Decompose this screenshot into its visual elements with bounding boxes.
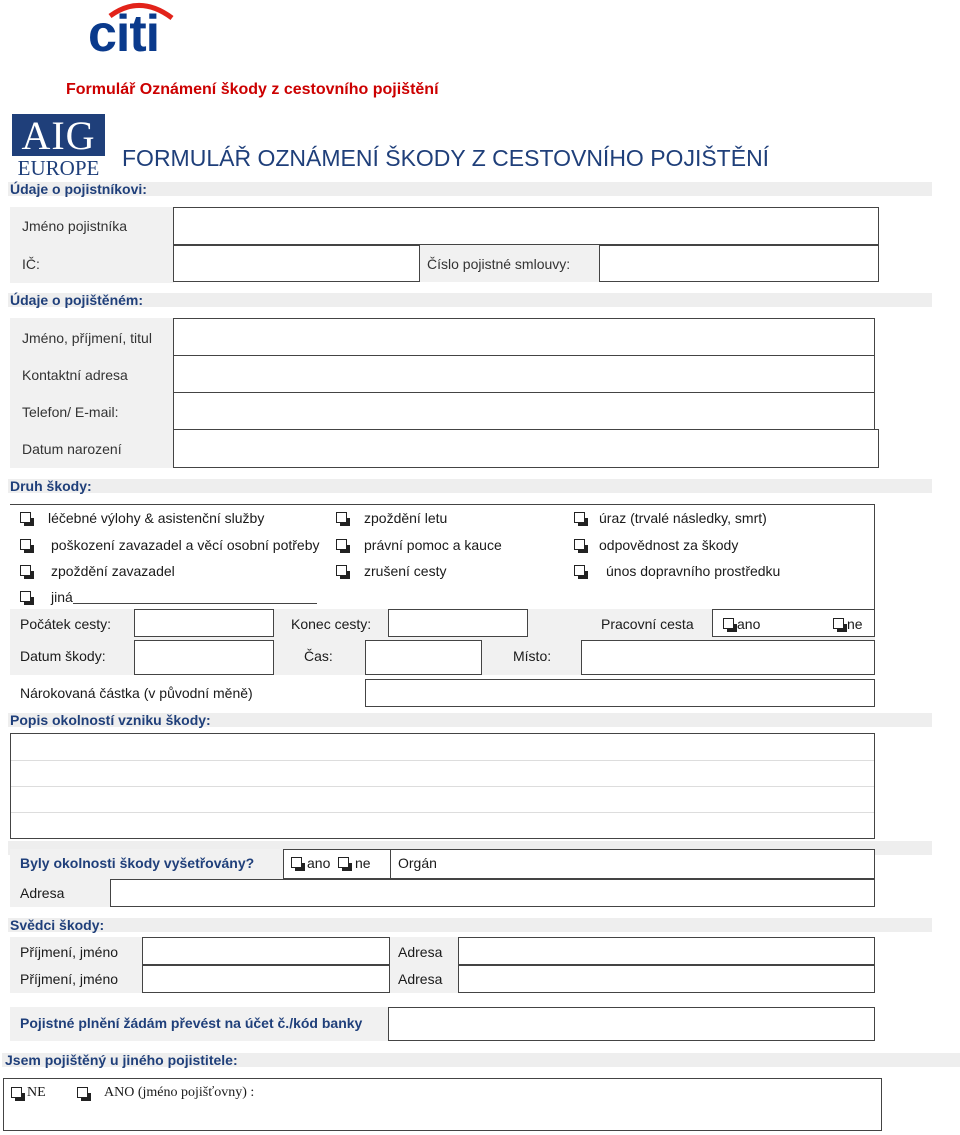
checkbox-investigated-no[interactable]	[338, 857, 349, 868]
claimed-amount-label: Nárokovaná částka (v původní měně)	[20, 685, 253, 701]
address-label: Kontaktní adresa	[22, 367, 128, 383]
checkbox-baggage-damage[interactable]	[20, 539, 31, 550]
option-baggage-delay: zpoždění zavazadel	[51, 563, 175, 579]
witness1-name-field[interactable]	[142, 937, 390, 965]
birth-date-label: Datum narození	[22, 441, 122, 457]
witness1-address-label: Adresa	[398, 944, 443, 960]
damage-date-label: Datum škody:	[20, 648, 106, 664]
place-label: Místo:	[513, 648, 552, 664]
other-insurer-heading: Jsem pojištěný u jiného pojistitele:	[5, 1052, 238, 1068]
authority-address-field[interactable]	[110, 879, 875, 907]
description-line	[11, 812, 874, 813]
time-field[interactable]	[365, 640, 482, 675]
business-trip-label: Pracovní cesta	[601, 616, 694, 632]
policyholder-heading: Údaje o pojistníkovi:	[10, 181, 147, 197]
witness2-name-label: Příjmení, jméno	[20, 971, 119, 987]
investigated-yes-label: ano	[307, 855, 331, 871]
ic-label: IČ:	[22, 256, 40, 272]
checkbox-baggage-delay[interactable]	[20, 565, 31, 576]
investigated-no-label: ne	[355, 855, 371, 871]
time-label: Čas:	[304, 648, 333, 664]
checkbox-medical[interactable]	[20, 512, 31, 523]
option-flight-delay: zpoždění letu	[364, 510, 448, 526]
policyholder-name-field[interactable]	[173, 207, 879, 245]
payment-label: Pojistné plnění žádám převést na účet č./kód banky	[20, 1015, 363, 1031]
citi-logo	[88, 0, 178, 63]
authority-label: Orgán	[398, 855, 437, 871]
trip-end-field[interactable]	[388, 609, 528, 637]
checkbox-flight-delay[interactable]	[336, 512, 347, 523]
checkbox-other-insurer-no[interactable]	[11, 1087, 22, 1098]
checkbox-hijack[interactable]	[574, 565, 585, 576]
trip-start-label: Počátek cesty:	[20, 616, 112, 632]
trip-start-field[interactable]	[134, 609, 274, 637]
policyholder-name-label: Jméno pojistníka	[22, 218, 128, 234]
form-subtitle: Formulář Oznámení škody z cestovního pojištění	[66, 81, 439, 98]
description-line	[11, 786, 874, 787]
witness2-name-field[interactable]	[142, 965, 390, 993]
policy-number-label: Číslo pojistné smlouvy:	[427, 256, 571, 272]
checkbox-business-no[interactable]	[833, 618, 844, 629]
claimed-amount-field[interactable]	[365, 679, 875, 707]
address-field[interactable]	[173, 355, 875, 393]
main-title: FORMULÁŘ OZNÁMENÍ ŠKODY Z CESTOVNÍHO POJIŠTĚNÍ	[122, 145, 770, 171]
checkbox-business-yes[interactable]	[723, 618, 734, 629]
citi-wordmark: citi	[88, 5, 160, 63]
business-no-label: ne	[847, 616, 863, 632]
policy-number-field[interactable]	[599, 245, 879, 282]
authority-address-label: Adresa	[20, 885, 65, 901]
checkbox-legal[interactable]	[336, 539, 347, 550]
phone-email-label: Telefon/ E-mail:	[22, 404, 119, 420]
description-heading: Popis okolností vzniku škody:	[10, 712, 211, 728]
aig-wordmark: AIG	[12, 114, 105, 156]
option-liability: odpovědnost za škody	[599, 537, 739, 553]
section-bar	[8, 918, 932, 932]
other-insurer-yes-label: ANO (jméno pojišťovny) :	[104, 1085, 255, 1100]
section-bar	[8, 293, 932, 307]
checkbox-liability[interactable]	[574, 539, 585, 550]
witness1-name-label: Příjmení, jméno	[20, 944, 119, 960]
checkbox-other[interactable]	[20, 591, 31, 602]
description-line	[11, 760, 874, 761]
phone-email-field[interactable]	[173, 392, 875, 430]
bank-account-field[interactable]	[388, 1007, 875, 1041]
insured-name-field[interactable]	[173, 318, 875, 356]
other-underline[interactable]	[73, 603, 317, 604]
authority-field[interactable]	[390, 849, 875, 879]
damage-type-heading: Druh škody:	[10, 478, 92, 494]
insured-heading: Údaje o pojištěném:	[10, 292, 144, 308]
ic-field[interactable]	[173, 245, 420, 282]
witness2-address-label: Adresa	[398, 971, 443, 987]
business-yes-label: ano	[737, 616, 761, 632]
trip-end-label: Konec cesty:	[291, 616, 372, 632]
option-medical: léčebné výlohy & asistenční služby	[48, 510, 265, 526]
witnesses-heading: Svědci škody:	[10, 917, 105, 933]
aig-europe-logo	[12, 114, 105, 180]
section-bar	[8, 479, 932, 493]
option-trip-cancel: zrušení cesty	[364, 563, 447, 579]
option-legal: právní pomoc a kauce	[364, 537, 502, 553]
damage-date-field[interactable]	[134, 640, 274, 675]
insured-name-label: Jméno, příjmení, titul	[22, 330, 152, 346]
place-field[interactable]	[581, 640, 875, 675]
europe-wordmark: EUROPE	[17, 156, 100, 180]
witness1-address-field[interactable]	[458, 937, 875, 965]
investigation-question: Byly okolnosti škody vyšetřovány?	[20, 855, 255, 871]
option-baggage-damage: poškození zavazadel a věcí osobní potřeby	[51, 537, 320, 553]
other-insurer-no-label: NE	[27, 1085, 46, 1100]
birth-date-field[interactable]	[173, 429, 879, 468]
checkbox-injury[interactable]	[574, 512, 585, 523]
option-hijack: únos dopravního prostředku	[606, 563, 781, 579]
option-injury: úraz (trvalé následky, smrt)	[599, 510, 767, 526]
witness2-address-field[interactable]	[458, 965, 875, 993]
checkbox-trip-cancel[interactable]	[336, 565, 347, 576]
option-other: jiná	[51, 589, 73, 605]
checkbox-other-insurer-yes[interactable]	[77, 1087, 88, 1098]
checkbox-investigated-yes[interactable]	[291, 857, 302, 868]
